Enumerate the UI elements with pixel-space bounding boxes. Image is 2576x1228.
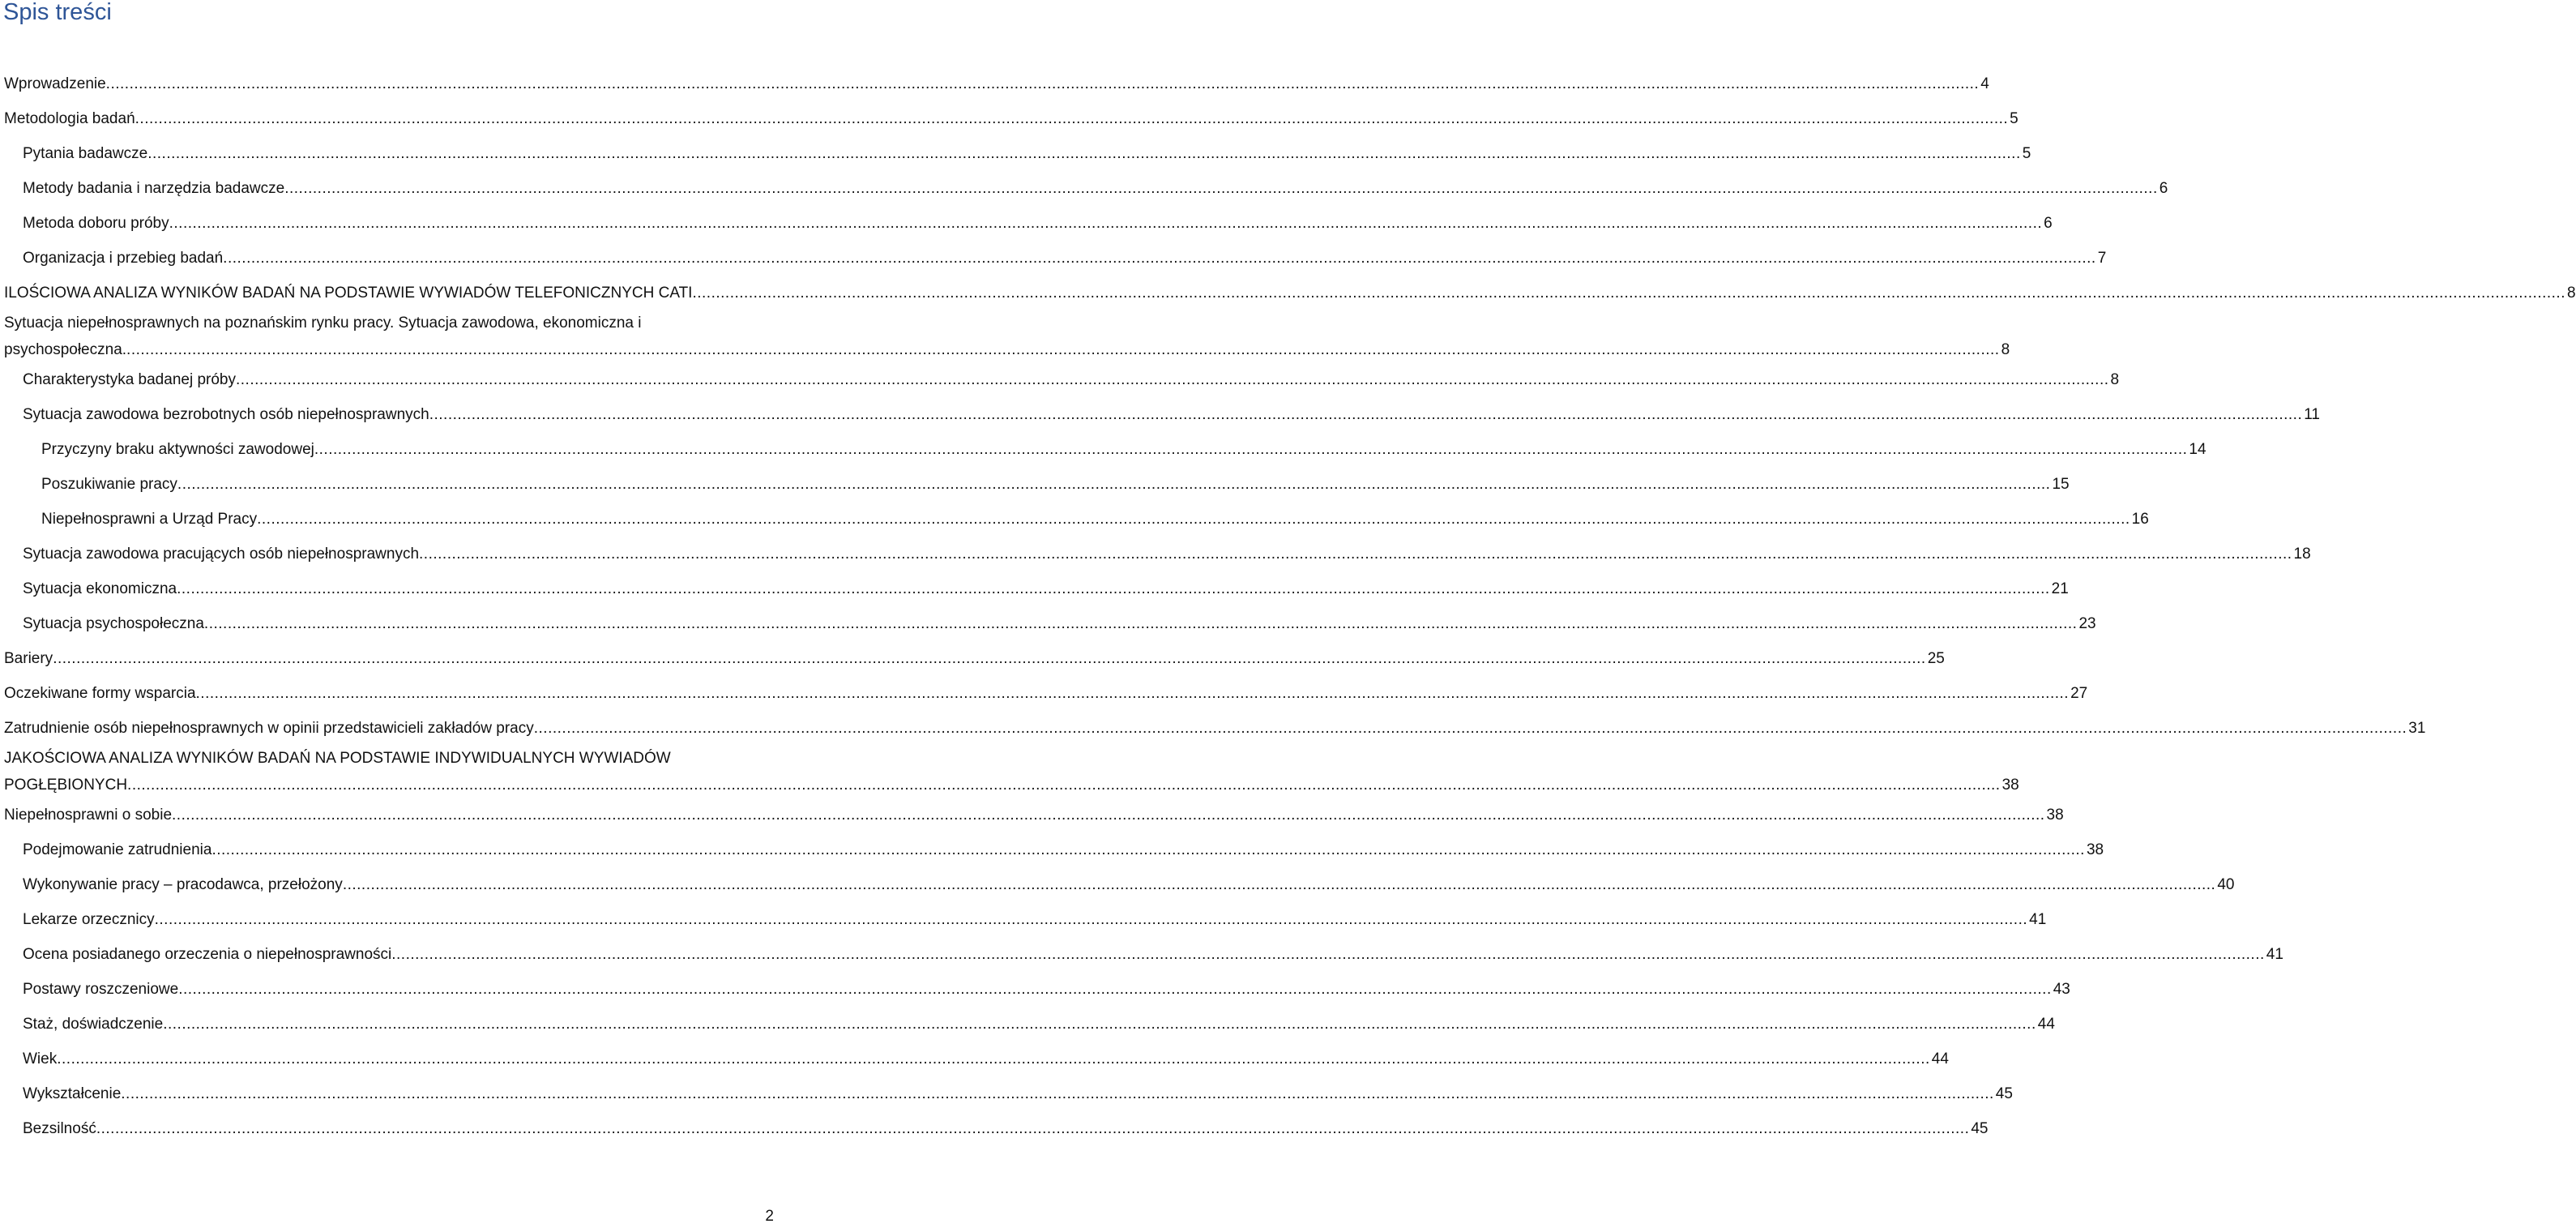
dot-leader: ................................................................................................................................................................................................................................................................................................................................................................................................................ — [533, 720, 2407, 737]
dot-leader: ................................................................................................................................................................................................................................................................................................................................................................................................................ — [57, 1050, 1930, 1068]
toc-entry-link[interactable] — [0, 606, 2096, 641]
toc-entry-page-number: 31 — [2407, 711, 2425, 746]
toc-entry-link[interactable] — [0, 867, 2235, 902]
toc-entry-link[interactable] — [0, 972, 2070, 1007]
toc-entry-link[interactable] — [0, 432, 2206, 467]
toc-entry-title: Oczekiwane formy wsparcia — [4, 676, 196, 711]
toc-entry-link[interactable] — [0, 467, 2070, 502]
toc-entry-title: Sytuacja psychospołeczna — [23, 606, 204, 641]
dot-leader: ................................................................................................................................................................................................................................................................................................................................................................................................................ — [178, 981, 2052, 998]
toc-entry-link[interactable] — [0, 676, 2088, 711]
toc-item — [0, 902, 2047, 937]
toc-item — [0, 1111, 1989, 1146]
toc-entry-title: Wiek — [23, 1042, 57, 1076]
toc-item — [0, 66, 1989, 101]
toc-entry-title: Przyczyny braku aktywności zawodowej — [41, 432, 314, 467]
toc-item — [0, 101, 2019, 136]
dot-leader: ................................................................................................................................................................................................................................................................................................................................................................................................................ — [177, 476, 2051, 493]
toc-entry-page-number: 25 — [1926, 641, 1945, 676]
dot-leader: ................................................................................................................................................................................................................................................................................................................................................................................................................ — [314, 441, 2188, 458]
toc-entry-page-number: 38 — [2045, 798, 2064, 832]
toc-entry-link[interactable] — [0, 1042, 1949, 1076]
toc-entry-title: Wykonywanie pracy – pracodawca, przełożony — [23, 867, 343, 902]
dot-leader: ................................................................................................................................................................................................................................................................................................................................................................................................................ — [105, 75, 1980, 92]
dot-leader: ................................................................................................................................................................................................................................................................................................................................................................................................................ — [135, 110, 2009, 127]
toc-item — [0, 832, 2104, 867]
toc-entry-title: Sytuacja zawodowa bezrobotnych osób niepełnosprawnych — [23, 397, 429, 432]
toc-item — [0, 432, 2206, 467]
toc-entry-page-number: 45 — [1969, 1111, 1988, 1146]
toc-entry-link[interactable] — [0, 832, 2104, 867]
toc-entry-title: POGŁĘBIONYCH — [4, 768, 127, 802]
toc-item — [0, 1042, 1949, 1076]
toc-item — [0, 397, 2320, 432]
toc-entry-link[interactable] — [0, 502, 2149, 537]
toc-entry-link[interactable] — [0, 101, 2019, 136]
toc-entry-title: Podejmowanie zatrudnienia — [23, 832, 211, 867]
toc-entry-page-number: 7 — [2096, 241, 2107, 276]
toc-entry-title: Organizacja i przebieg badań — [23, 241, 223, 276]
toc-entry-link[interactable] — [0, 937, 2283, 972]
toc-item — [0, 171, 2168, 206]
toc-entry-title: ILOŚCIOWA ANALIZA WYNIKÓW BADAŃ NA PODSTAWIE WYWIADÓW TELEFONICZNYCH CATI — [4, 276, 692, 310]
toc-item — [0, 972, 2070, 1007]
toc-entry-page-number: 14 — [2187, 432, 2206, 467]
toc-entry-link[interactable] — [0, 206, 2053, 241]
toc-entry-link[interactable] — [0, 641, 1945, 676]
toc-item — [0, 362, 2120, 397]
toc-entry-link[interactable] — [0, 362, 2120, 397]
toc-entry-link[interactable] — [0, 1007, 2055, 1042]
toc-item — [0, 276, 2576, 310]
dot-leader: ................................................................................................................................................................................................................................................................................................................................................................................................................ — [211, 841, 2085, 858]
toc-entry-title: Bariery — [4, 641, 53, 676]
dot-leader: ................................................................................................................................................................................................................................................................................................................................................................................................................ — [126, 340, 2000, 358]
toc-entry-page-number: 16 — [2130, 502, 2149, 537]
toc-entry-page-number: 8 — [2000, 332, 2010, 367]
toc-entry-title-line1: Sytuacja niepełnosprawnych na poznańskim rynku pracy. Sytuacja zawodowa, ekonomiczna i — [4, 314, 642, 332]
dot-leader: ................................................................................................................................................................................................................................................................................................................................................................................................................ — [147, 145, 2021, 162]
toc-item — [0, 1076, 2013, 1111]
toc-entry-page-number: 38 — [2085, 832, 2104, 867]
toc-item — [0, 136, 2031, 171]
toc-entry-title: psychospołeczna. — [4, 332, 126, 367]
toc-entry-page-number: 44 — [1930, 1042, 1949, 1076]
toc-item — [0, 937, 2283, 972]
toc-entry-title: Wprowadzenie — [4, 66, 106, 101]
toc-item — [0, 746, 2019, 798]
toc-entry-title: Ocena posiadanego orzeczenia o niepełnosprawności — [23, 937, 391, 972]
toc-item — [0, 467, 2070, 502]
toc-item — [0, 241, 2107, 276]
toc-item — [0, 641, 1945, 676]
dot-leader: ................................................................................................................................................................................................................................................................................................................................................................................................................ — [154, 911, 2028, 928]
toc-entry-page-number: 6 — [2042, 206, 2053, 241]
dot-leader: ................................................................................................................................................................................................................................................................................................................................................................................................................ — [169, 215, 2043, 232]
toc-entry-page-number: 21 — [2050, 571, 2069, 606]
toc-entry-title: Wykształcenie — [23, 1076, 121, 1111]
toc-entry-page-number: 38 — [2001, 768, 2019, 802]
toc-entry-page-number: 23 — [2077, 606, 2095, 641]
toc-item — [0, 206, 2053, 241]
dot-leader: ................................................................................................................................................................................................................................................................................................................................................................................................................ — [163, 1016, 2036, 1033]
toc-entry-page-number: 40 — [2215, 867, 2234, 902]
toc-entry-page-number: 5 — [2021, 136, 2031, 171]
toc-entry-title: Metodologia badań — [4, 101, 135, 136]
dot-leader: ................................................................................................................................................................................................................................................................................................................................................................................................................ — [223, 250, 2096, 267]
toc-item — [0, 676, 2088, 711]
toc-entry-page-number: 45 — [1994, 1076, 2013, 1111]
toc-entry-page-number: 5 — [2008, 101, 2019, 136]
dot-leader: ................................................................................................................................................................................................................................................................................................................................................................................................................ — [342, 876, 2216, 893]
toc-entry-page-number: 44 — [2036, 1007, 2055, 1042]
toc-entry-title: Niepełnosprawni a Urząd Pracy — [41, 502, 257, 537]
toc-entry-title: Poszukiwanie pracy — [41, 467, 177, 502]
toc-entry-link[interactable] — [0, 171, 2168, 206]
toc-entry-title: Sytuacja ekonomiczna — [23, 571, 177, 606]
dot-leader: ................................................................................................................................................................................................................................................................................................................................................................................................................ — [127, 776, 2001, 794]
toc-item — [0, 798, 2064, 832]
toc-entry-link[interactable] — [0, 397, 2320, 432]
toc-item — [0, 310, 2010, 362]
toc-entry-link[interactable] — [0, 711, 2426, 746]
dot-leader: ................................................................................................................................................................................................................................................................................................................................................................................................................ — [96, 1120, 1970, 1137]
toc-entry-page-number: 4 — [1979, 66, 1989, 101]
dot-leader: ................................................................................................................................................................................................................................................................................................................................................................................................................ — [429, 406, 2303, 423]
toc-entry-link[interactable] — [0, 66, 1989, 101]
toc-item — [0, 711, 2426, 746]
toc-entry-page-number: 8 — [2565, 276, 2576, 310]
dot-leader: ................................................................................................................................................................................................................................................................................................................................................................................................................ — [195, 685, 2070, 702]
toc-item — [0, 606, 2096, 641]
toc-entry-page-number: 27 — [2069, 676, 2087, 711]
toc-entry-title: Niepełnosprawni o sobie — [4, 798, 172, 832]
dot-leader: ................................................................................................................................................................................................................................................................................................................................................................................................................ — [284, 180, 2158, 197]
dot-leader: ................................................................................................................................................................................................................................................................................................................................................................................................................ — [121, 1085, 1994, 1102]
toc-entry-page-number: 41 — [2027, 902, 2046, 937]
toc-entry-link[interactable] — [0, 902, 2047, 937]
dot-leader: ................................................................................................................................................................................................................................................................................................................................................................................................................ — [692, 285, 2565, 302]
toc-entry-title: Postawy roszczeniowe — [23, 972, 178, 1007]
toc-entry-page-number: 43 — [2052, 972, 2070, 1007]
toc-entry-page-number: 11 — [2302, 397, 2320, 432]
toc-item — [0, 1007, 2055, 1042]
dot-leader: ................................................................................................................................................................................................................................................................................................................................................................................................................ — [419, 546, 2292, 563]
dot-leader: ................................................................................................................................................................................................................................................................................................................................................................................................................ — [391, 946, 2265, 963]
dot-leader: ................................................................................................................................................................................................................................................................................................................................................................................................................ — [172, 807, 2045, 824]
toc-entry-link[interactable] — [0, 1111, 1989, 1146]
toc-entry-link[interactable] — [0, 136, 2031, 171]
toc-entry-page-number: 41 — [2265, 937, 2283, 972]
toc-entry-link[interactable] — [0, 798, 2064, 832]
toc-entry-link[interactable] — [0, 276, 2576, 310]
toc-entry-title: Bezsilność — [23, 1111, 96, 1146]
toc-entry-title: Charakterystyka badanej próby — [23, 362, 236, 397]
toc-entry-link[interactable] — [0, 537, 2311, 571]
toc-item — [0, 571, 2069, 606]
table-of-contents — [0, 66, 2576, 1146]
toc-entry-page-number: 18 — [2292, 537, 2311, 571]
dot-leader: ................................................................................................................................................................................................................................................................................................................................................................................................................ — [203, 615, 2078, 632]
page-number: 2 — [765, 1208, 774, 1225]
dot-leader: ................................................................................................................................................................................................................................................................................................................................................................................................................ — [177, 580, 2050, 597]
toc-entry-title: Zatrudnienie osób niepełnosprawnych w opinii przedstawicieli zakładów pracy — [4, 711, 534, 746]
toc-entry-title: Metody badania i narzędzia badawcze — [23, 171, 284, 206]
dot-leader: ................................................................................................................................................................................................................................................................................................................................................................................................................ — [235, 371, 2109, 388]
toc-item — [0, 867, 2235, 902]
toc-entry-title-line1: JAKOŚCIOWA ANALIZA WYNIKÓW BADAŃ NA PODSTAWIE INDYWIDUALNYCH WYWIADÓW — [4, 750, 671, 767]
toc-entry-page-number: 8 — [2109, 362, 2120, 397]
dot-leader: ................................................................................................................................................................................................................................................................................................................................................................................................................ — [53, 650, 1926, 667]
toc-entry-title: Pytania badawcze — [23, 136, 147, 171]
toc-item — [0, 537, 2311, 571]
toc-entry-link[interactable] — [0, 310, 2010, 362]
toc-title: Spis treści — [3, 0, 112, 25]
toc-entry-title: Metoda doboru próby — [23, 206, 169, 241]
toc-item — [0, 502, 2149, 537]
toc-entry-title: Sytuacja zawodowa pracujących osób niepełnosprawnych — [23, 537, 419, 571]
toc-entry-link[interactable] — [0, 571, 2069, 606]
toc-entry-link[interactable] — [0, 746, 2019, 798]
toc-entry-title: Staż, doświadczenie — [23, 1007, 163, 1042]
toc-entry-title: Lekarze orzecznicy — [23, 902, 155, 937]
toc-entry-page-number: 6 — [2158, 171, 2168, 206]
toc-entry-page-number: 15 — [2050, 467, 2069, 502]
dot-leader: ................................................................................................................................................................................................................................................................................................................................................................................................................ — [257, 511, 2130, 528]
toc-entry-link[interactable] — [0, 241, 2107, 276]
toc-entry-link[interactable] — [0, 1076, 2013, 1111]
